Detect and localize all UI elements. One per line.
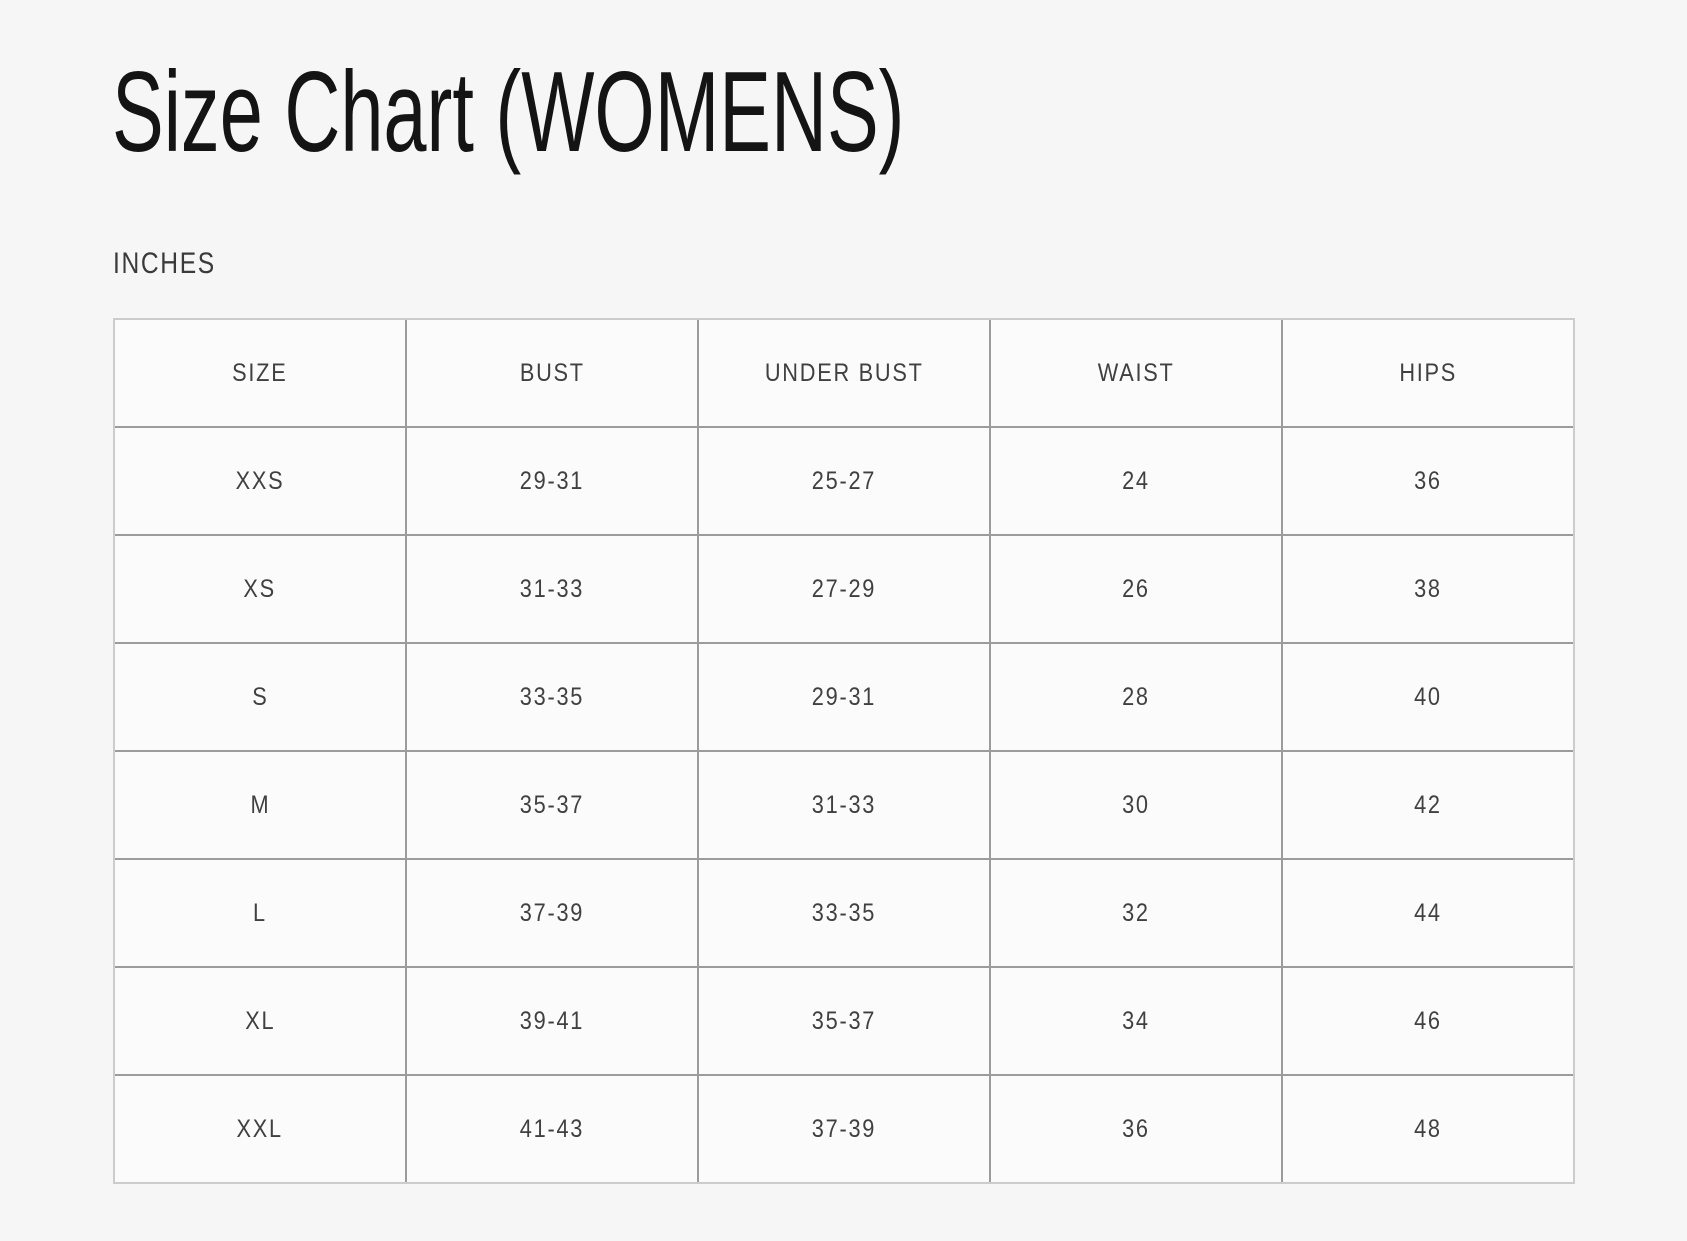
header-cell-under-bust-text: UNDER BUST xyxy=(764,358,924,387)
header-cell-bust-text: BUST xyxy=(519,358,585,387)
table-row-xxl xyxy=(115,1076,1573,1182)
cell-xs-bust: 31-33 xyxy=(407,536,699,644)
cell-xxl-bust: 41-43 xyxy=(407,1076,699,1182)
cell-xxs-size: XXS xyxy=(115,428,407,536)
cell-l-size: L xyxy=(115,860,407,968)
cell-s-waist: 28 xyxy=(991,644,1283,752)
cell-xxl-under-bust: 37-39 xyxy=(699,1076,991,1182)
size-chart-body xyxy=(115,428,1573,1182)
header-cell-hips xyxy=(1283,320,1573,428)
cell-m-hips: 42 xyxy=(1283,752,1573,860)
cell-xxs-waist: 24 xyxy=(991,428,1283,536)
header-cell-bust xyxy=(407,320,699,428)
cell-l-bust: 37-39 xyxy=(407,860,699,968)
header-cell-hips-text: HIPS xyxy=(1399,358,1457,387)
cell-xxl-waist: 36 xyxy=(991,1076,1283,1182)
cell-xxl-size: XXL xyxy=(115,1076,407,1182)
table-row-xxs xyxy=(115,428,1573,536)
cell-xxs-under-bust: 25-27 xyxy=(699,428,991,536)
cell-s-under-bust: 29-31 xyxy=(699,644,991,752)
cell-s-hips: 40 xyxy=(1283,644,1573,752)
cell-l-waist: 32 xyxy=(991,860,1283,968)
cell-xl-hips: 46 xyxy=(1283,968,1573,1076)
size-chart-header xyxy=(115,320,1573,428)
size-chart-table xyxy=(113,318,1575,1184)
cell-m-under-bust: 31-33 xyxy=(699,752,991,860)
header-cell-waist xyxy=(991,320,1283,428)
cell-xxs-bust: 29-31 xyxy=(407,428,699,536)
cell-xxl-hips: 48 xyxy=(1414,1114,1442,1143)
cell-l-hips: 44 xyxy=(1283,860,1573,968)
unit-label-text: INCHES xyxy=(113,247,216,280)
cell-l-under-bust: 33-35 xyxy=(699,860,991,968)
cell-xs-size: XS xyxy=(115,536,407,644)
page-title xyxy=(0,0,1687,176)
table-row-m xyxy=(115,752,1573,860)
cell-m-waist: 30 xyxy=(991,752,1283,860)
table-row-xs xyxy=(115,536,1573,644)
table-row-xl xyxy=(115,968,1573,1076)
header-cell-size xyxy=(115,320,407,428)
cell-xxs-hips: 36 xyxy=(1283,428,1573,536)
header-cell-size-text: SIZE xyxy=(232,358,288,387)
table-header-row xyxy=(115,320,1573,428)
cell-xl-bust: 39-41 xyxy=(407,968,699,1076)
header-cell-under-bust xyxy=(699,320,991,428)
table-row-l xyxy=(115,860,1573,968)
page-title-text: Size Chart (WOMENS) xyxy=(112,49,905,176)
cell-xl-under-bust: 35-37 xyxy=(699,968,991,1076)
cell-s-bust: 33-35 xyxy=(407,644,699,752)
cell-m-bust: 35-37 xyxy=(407,752,699,860)
cell-xl-size: XL xyxy=(115,968,407,1076)
cell-xs-waist: 26 xyxy=(991,536,1283,644)
cell-s-size: S xyxy=(115,644,407,752)
unit-label xyxy=(0,170,1687,279)
cell-xs-hips: 38 xyxy=(1283,536,1573,644)
cell-xs-under-bust: 27-29 xyxy=(699,536,991,644)
cell-m-size: M xyxy=(115,752,407,860)
table-row-s xyxy=(115,644,1573,752)
header-cell-waist-text: WAIST xyxy=(1097,358,1175,387)
cell-xl-waist: 34 xyxy=(991,968,1283,1076)
